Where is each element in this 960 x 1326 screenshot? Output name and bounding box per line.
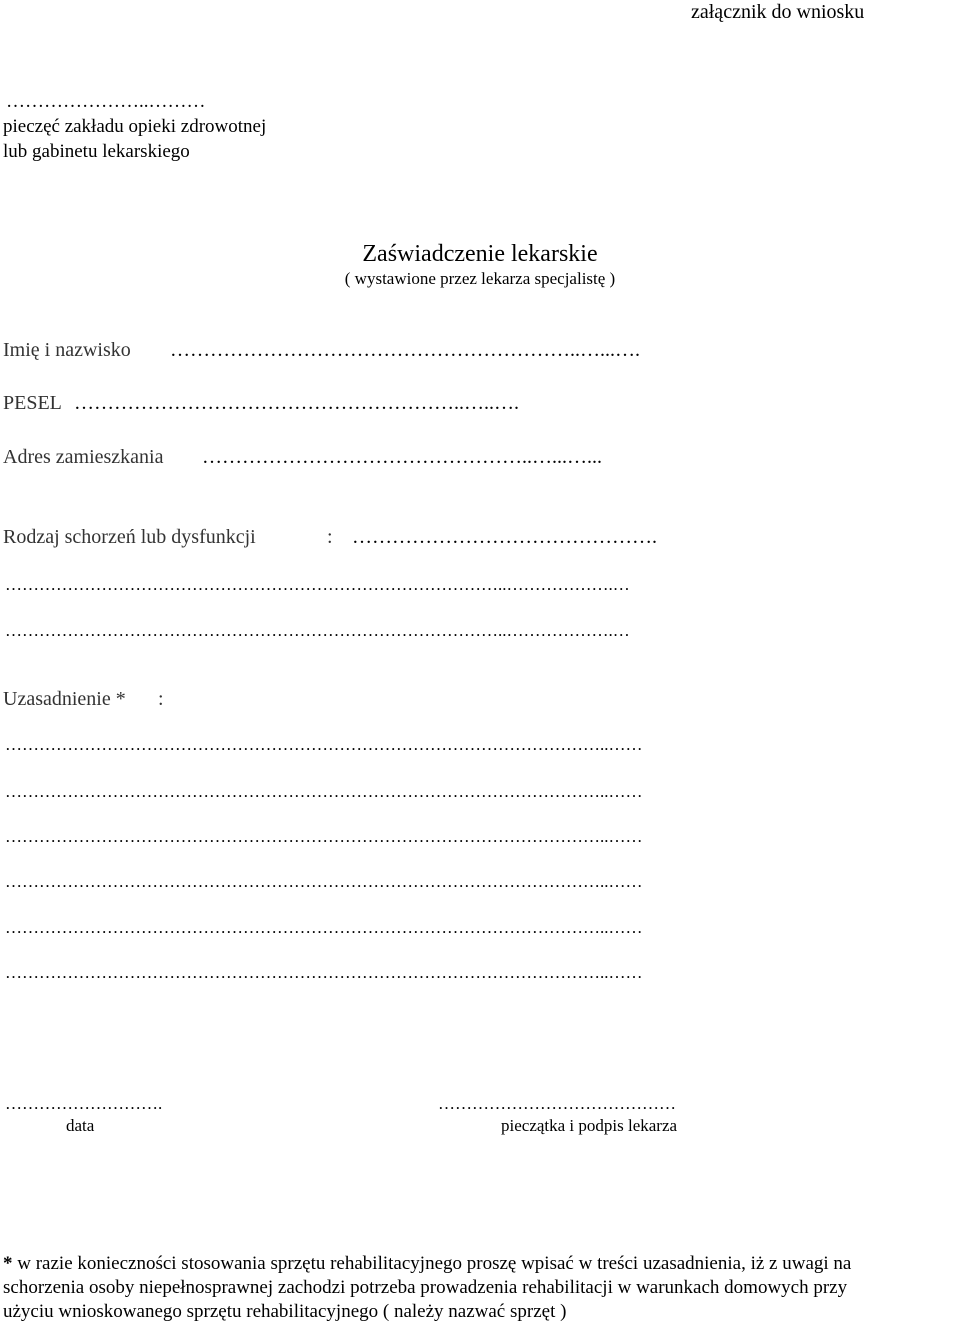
footnote-star: * [3,1253,13,1274]
condition-field-label: Rodzaj schorzeń lub dysfunkcji [3,526,256,548]
stamp-dots: …………………..……… [6,91,206,112]
justification-line[interactable]: ……………………………………………………………………………………………..…… [5,782,643,801]
footnote-line3: użyciu wnioskowanego sprzętu rehabilitacyjnego ( należy nazwać sprzęt ) [3,1301,567,1322]
name-field-label: Imię i nazwisko [3,339,131,361]
condition-extra-line[interactable]: ……………………………………………………………………………..……………….… [5,575,630,594]
justification-line[interactable]: ……………………………………………………………………………………………..…… [5,963,643,982]
justification-line[interactable]: ……………………………………………………………………………………………..…… [5,872,643,891]
date-label: data [66,1116,95,1135]
pesel-field-label: PESEL [3,392,62,414]
justification-line[interactable]: ……………………………………………………………………………………………..…… [5,827,643,846]
justification-line[interactable]: ……………………………………………………………………………………………..…… [5,918,643,937]
name-field-dots[interactable]: ……………………………………………………..…...…. [170,339,640,361]
date-dots[interactable]: ………………………. [5,1094,163,1113]
document-title: Zaświadczenie lekarskie [362,241,598,267]
footnote-line1 [3,1252,960,1276]
justification-colon: : [158,688,164,710]
justification-label: Uzasadnienie * [3,688,126,710]
address-field-label: Adres zamieszkania [3,446,164,468]
condition-field-dots[interactable]: ………………………………………. [352,526,657,548]
condition-extra-line[interactable]: ……………………………………………………………………………..……………….… [5,621,630,640]
condition-field-colon: : [327,526,333,548]
footnote-line1-text: w razie konieczności stosowania sprzętu rehabilitacyjnego proszę wpisać w treści uzasadnienia, iż z uwagi na [12,1253,852,1274]
annex-label: załącznik do wniosku [691,1,865,23]
justification-line[interactable]: ……………………………………………………………………………………………..…… [5,735,643,754]
document-subtitle: ( wystawione przez lekarza specjalistę ) [344,269,616,288]
footnote [3,1252,960,1324]
signature-dots[interactable]: …………………………………… [438,1094,676,1113]
pesel-field-dots[interactable]: …………………………………………………..…..…. [74,392,519,414]
stamp-label-line2: lub gabinetu lekarskiego [3,141,190,162]
signature-label: pieczątka i podpis lekarza [501,1116,678,1135]
address-field-dots[interactable]: …………………………………………..…...…... [202,446,602,468]
stamp-label-line1: pieczęć zakładu opieki zdrowotnej [3,116,267,137]
footnote-line2: schorzenia osoby niepełnosprawnej zachodzi potrzeba prowadzenia rehabilitacji w warunkach domowych przy [3,1277,848,1298]
